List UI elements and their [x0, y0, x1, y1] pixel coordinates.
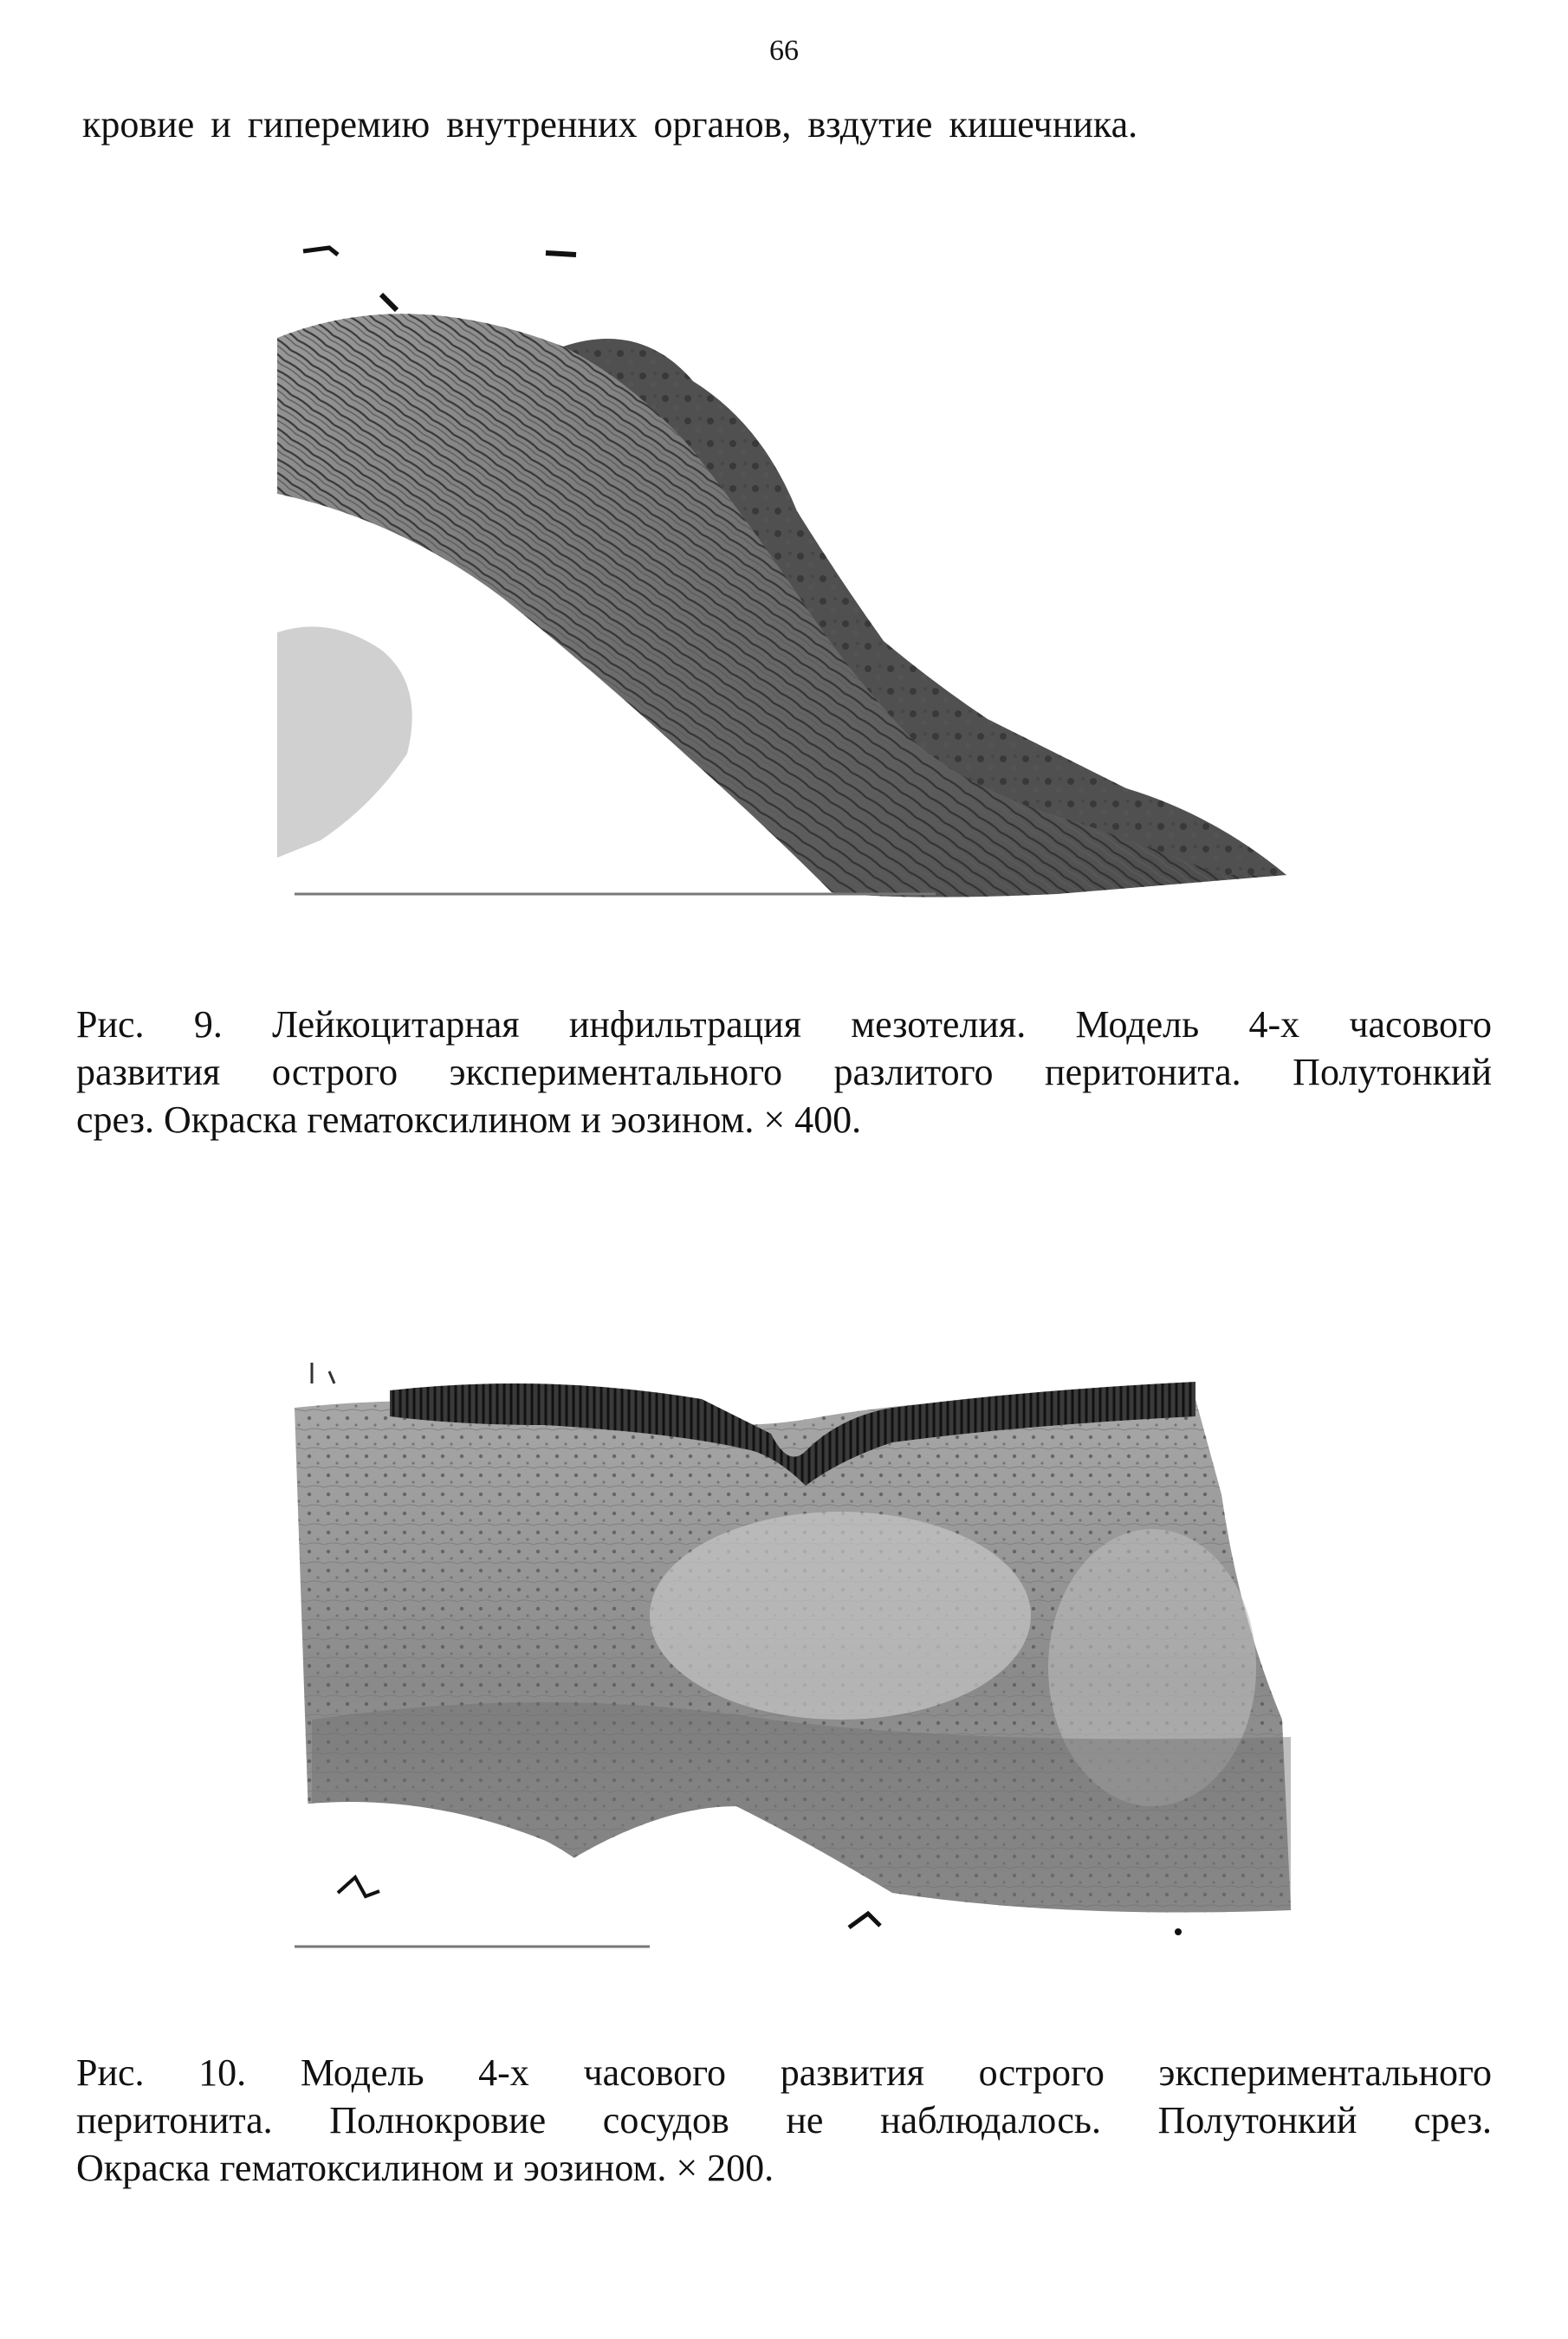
caption-line: развития острого экспериментального разлитого перитонита. Полутонкий [76, 1051, 1492, 1093]
intro-text: кровие и гиперемию внутренних органов, вздутие кишечника. [82, 103, 1138, 146]
figure-10-caption [76, 2049, 1492, 2192]
histology-micrograph-icon [277, 234, 1291, 901]
caption-line: Окраска гематоксилином и эозином. × 200. [76, 2147, 774, 2189]
caption-line: срез. Окраска гематоксилином и эозином. × 400. [76, 1098, 862, 1141]
caption-line: перитонита. Полнокровие сосудов не наблюдалось. Полутонкий срез. [76, 2099, 1492, 2141]
page-number: 66 [769, 35, 799, 67]
caption-line: Рис. 10. Модель 4-х часового развития острого экспериментального [76, 2051, 1492, 2094]
figure-10-micrograph [286, 1356, 1308, 1953]
histology-micrograph-icon [286, 1356, 1308, 1953]
caption-line: Рис. 9. Лейкоцитарная инфильтрация мезотелия. Модель 4-х часового [76, 1003, 1492, 1046]
figure-9-micrograph [277, 234, 1291, 901]
figure-9-caption [76, 1001, 1492, 1144]
